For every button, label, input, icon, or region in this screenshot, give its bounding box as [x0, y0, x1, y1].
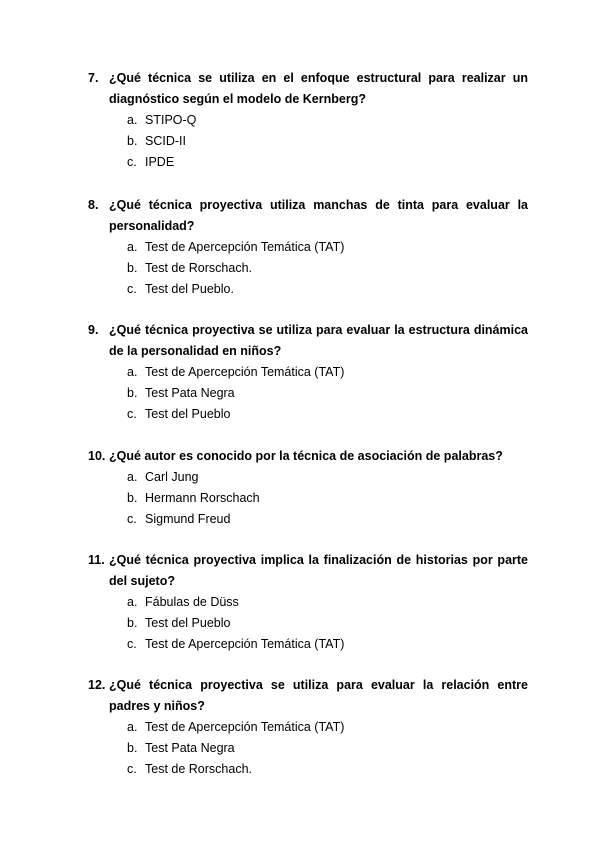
answer-option-a — [88, 467, 528, 488]
option-text: Carl Jung — [145, 470, 199, 484]
option-letter: c. — [127, 637, 137, 651]
option-letter: b. — [127, 386, 138, 400]
answer-option-a — [88, 717, 528, 738]
answer-options — [88, 237, 528, 300]
option-letter: c. — [127, 762, 137, 776]
option-text: Test de Apercepción Temática (TAT) — [145, 637, 345, 651]
option-text: Test Pata Negra — [145, 741, 235, 755]
option-letter: a. — [127, 365, 138, 379]
option-text: IPDE — [145, 155, 175, 169]
option-letter: c. — [127, 155, 137, 169]
option-text: Test de Apercepción Temática (TAT) — [145, 720, 345, 734]
option-letter: b. — [127, 134, 138, 148]
option-letter: c. — [127, 407, 137, 421]
question-11 — [88, 550, 528, 655]
question-header — [88, 675, 528, 717]
option-letter: a. — [127, 595, 138, 609]
question-text: ¿Qué autor es conocido por la técnica de asociación de palabras? — [109, 449, 503, 463]
option-letter: c. — [127, 282, 137, 296]
answer-options — [88, 717, 528, 780]
option-letter: a. — [127, 470, 138, 484]
option-text: STIPO-Q — [145, 113, 197, 127]
question-number: 11. — [88, 553, 105, 567]
answer-option-b — [88, 488, 528, 509]
question-text: ¿Qué técnica se utiliza en el enfoque estructural para realizar un diagnóstico según el modelo de Kernberg? — [109, 71, 528, 106]
option-letter: b. — [127, 616, 138, 630]
option-text: Test de Rorschach. — [145, 261, 252, 275]
answer-options — [88, 467, 528, 530]
answer-option-b — [88, 613, 528, 634]
option-text: Sigmund Freud — [145, 512, 231, 526]
answer-option-c — [88, 634, 528, 655]
question-10 — [88, 446, 528, 530]
option-letter: b. — [127, 741, 138, 755]
option-text: Test del Pueblo. — [145, 282, 234, 296]
question-number: 12. — [88, 678, 106, 692]
answer-option-b — [88, 131, 528, 152]
question-text: ¿Qué técnica proyectiva se utiliza para evaluar la estructura dinámica de la personalidad en niños? — [109, 323, 528, 358]
answer-option-a — [88, 362, 528, 383]
question-header — [88, 320, 528, 362]
answer-option-c — [88, 509, 528, 530]
option-text: Fábulas de Düss — [145, 595, 239, 609]
question-number: 7. — [88, 71, 99, 85]
option-text: Test de Apercepción Temática (TAT) — [145, 240, 345, 254]
option-text: Test Pata Negra — [145, 386, 235, 400]
answer-option-a — [88, 592, 528, 613]
option-text: Test de Rorschach. — [145, 762, 252, 776]
question-header — [88, 68, 528, 110]
answer-option-c — [88, 404, 528, 425]
answer-option-c — [88, 279, 528, 300]
question-number: 9. — [88, 323, 99, 337]
question-7 — [88, 68, 528, 173]
answer-option-a — [88, 237, 528, 258]
question-text: ¿Qué técnica proyectiva implica la finalización de historias por parte del sujeto? — [109, 553, 528, 588]
answer-options — [88, 592, 528, 655]
option-letter: a. — [127, 113, 138, 127]
option-letter: b. — [127, 261, 138, 275]
option-text: SCID-II — [145, 134, 186, 148]
option-text: Test del Pueblo — [145, 407, 231, 421]
question-9 — [88, 320, 528, 425]
question-number: 8. — [88, 198, 99, 212]
answer-option-b — [88, 738, 528, 759]
option-text: Test del Pueblo — [145, 616, 231, 630]
question-header — [88, 195, 528, 237]
answer-options — [88, 362, 528, 425]
question-8 — [88, 195, 528, 300]
option-text: Hermann Rorschach — [145, 491, 260, 505]
question-12 — [88, 675, 528, 780]
option-letter: a. — [127, 720, 138, 734]
answer-option-b — [88, 258, 528, 279]
question-header — [88, 446, 528, 467]
question-text: ¿Qué técnica proyectiva utiliza manchas de tinta para evaluar la personalidad? — [109, 198, 528, 233]
question-number: 10. — [88, 449, 106, 463]
option-letter: b. — [127, 491, 138, 505]
answer-option-c — [88, 759, 528, 780]
option-letter: a. — [127, 240, 138, 254]
answer-option-a — [88, 110, 528, 131]
answer-option-b — [88, 383, 528, 404]
question-header — [88, 550, 528, 592]
question-text: ¿Qué técnica proyectiva se utiliza para evaluar la relación entre padres y niños? — [109, 678, 528, 713]
answer-option-c — [88, 152, 528, 173]
option-text: Test de Apercepción Temática (TAT) — [145, 365, 345, 379]
answer-options — [88, 110, 528, 173]
option-letter: c. — [127, 512, 137, 526]
